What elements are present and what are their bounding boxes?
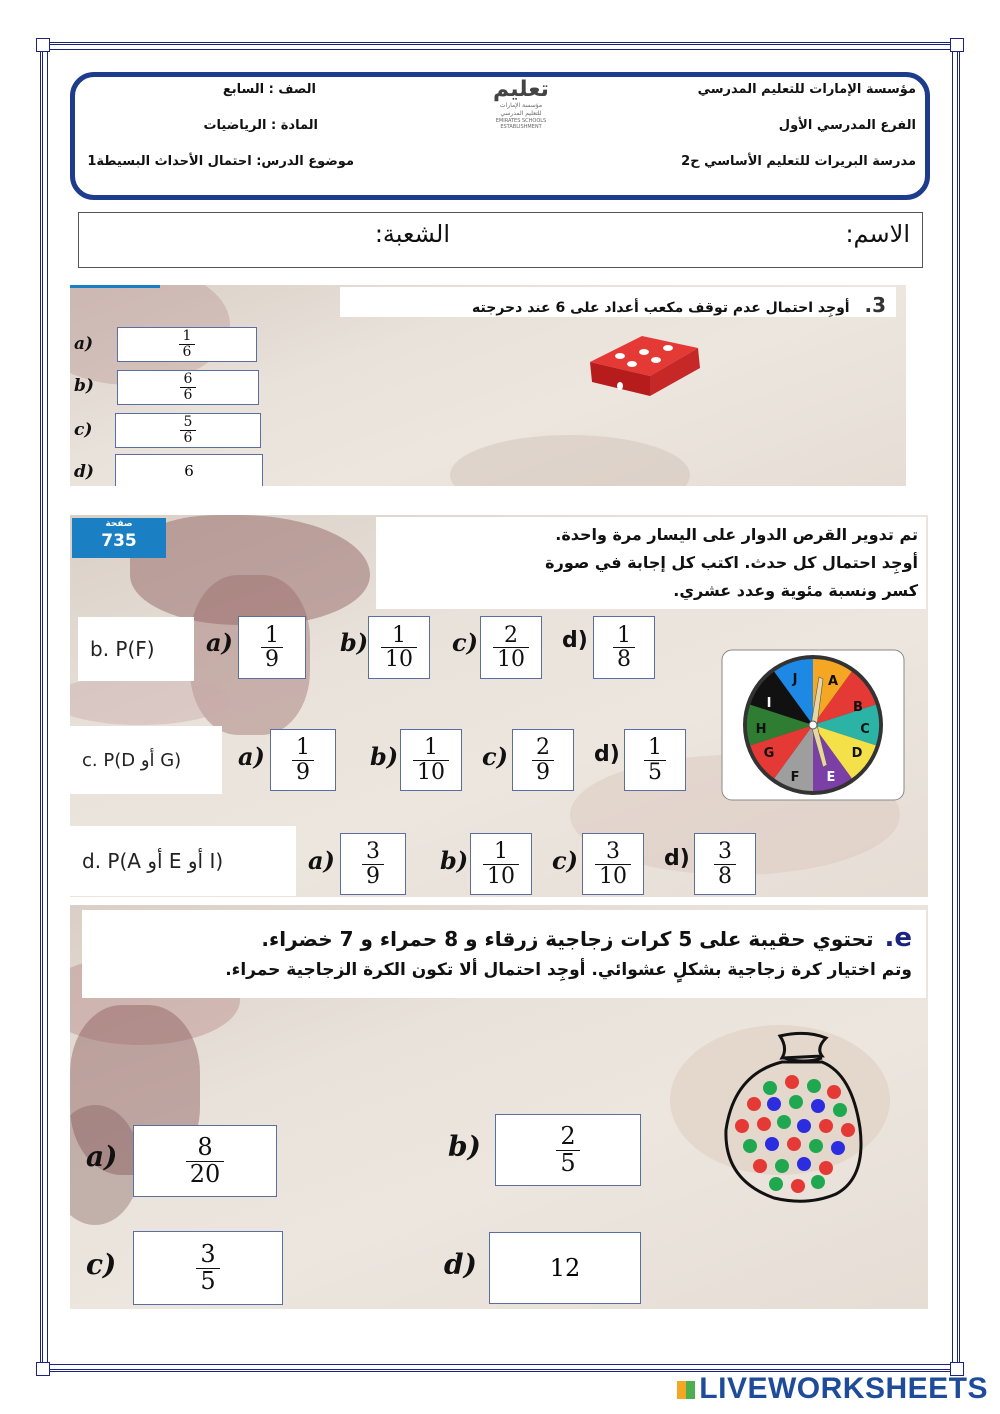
part-d-option-a-box[interactable]: $\frac{3}{9}$ <box>340 833 406 895</box>
question-line-1: تحتوي حقيبة على 5 كرات زجاجية زرقاء و 8 حمراء و 7 خضراء. <box>261 927 874 951</box>
part-b-option-b-box[interactable]: $\frac{1}{10}$ <box>368 616 430 679</box>
spinner-letter: B <box>853 700 863 715</box>
spinner-letter: I <box>766 696 772 711</box>
option-a-label: a) <box>74 334 94 354</box>
question-number: 3. <box>864 293 886 317</box>
option-c-box[interactable]: $\frac{5}{6}$ <box>115 413 261 448</box>
frame-corner <box>36 38 50 52</box>
page-reference-badge: صفحة 735 <box>72 518 166 558</box>
part-b-prompt: b. P(F) <box>78 617 194 681</box>
option-a-label: a) <box>86 1140 118 1173</box>
part-d-option-b-box[interactable]: $\frac{1}{10}$ <box>470 833 532 895</box>
option-b-box[interactable]: $\frac{6}{6}$ <box>117 370 259 405</box>
lesson-title: موضوع الدرس: احتمال الأحداث البسيطة1 <box>87 154 354 169</box>
part-b-option-d-box[interactable]: $\frac{1}{8}$ <box>593 616 655 679</box>
section-label: الشعبة: <box>374 220 450 248</box>
spinner-letter: F <box>790 770 800 785</box>
spinner-letter: A <box>827 674 839 689</box>
spinner-letter: E <box>826 770 836 785</box>
institution-name: مؤسسة الإمارات للتعليم المدرسي <box>697 82 916 97</box>
question-3-prompt <box>340 287 896 317</box>
part-c-option-b-label: b) <box>370 742 399 771</box>
option-d-box[interactable]: 12 <box>489 1232 641 1304</box>
part-c-option-a-label: a) <box>238 742 265 771</box>
spinner-letter: C <box>860 722 870 737</box>
option-d-label: d) <box>74 462 94 482</box>
part-c-option-c-label: c) <box>482 742 508 771</box>
liveworksheets-logo-icon <box>677 1381 695 1399</box>
spinner-letter: J <box>792 672 798 687</box>
part-d-option-d-label: d) <box>664 846 690 871</box>
part-b-option-d-label: d) <box>562 628 588 653</box>
option-b-label: b) <box>74 376 94 396</box>
part-c-prompt: c. P(D أو G) <box>70 726 222 794</box>
branch-name: الفرع المدرسي الأول <box>778 118 916 133</box>
question-text: أوجِد احتمال عدم توقف مكعب أعداد على 6 عند دحرجته <box>472 300 850 316</box>
part-c-option-d-box[interactable]: $\frac{1}{5}$ <box>624 729 686 791</box>
name-section-box <box>78 212 923 268</box>
option-c-label: c) <box>74 420 93 440</box>
spinner-letter: G <box>763 746 775 761</box>
part-d-prompt: d. P(A أو E أو I) <box>70 826 296 896</box>
grade-label: الصف : السابع <box>222 82 316 97</box>
part-d-option-d-box[interactable]: $\frac{3}{8}$ <box>694 833 756 895</box>
marble-bag-illustration <box>718 1030 868 1206</box>
liveworksheets-watermark: LIVEWORKSHEETS <box>677 1372 988 1406</box>
spinner-letter: H <box>755 722 767 737</box>
option-a-box[interactable]: $\frac{8}{20}$ <box>133 1125 277 1197</box>
option-b-label: b) <box>448 1130 481 1163</box>
part-d-option-c-label: c) <box>552 846 578 875</box>
part-c-option-c-box[interactable]: $\frac{2}{9}$ <box>512 729 574 791</box>
school-name: مدرسة البريرات للتعليم الأساسي ح2 <box>681 154 916 169</box>
option-d-label: d) <box>444 1248 477 1281</box>
part-b-option-a-box[interactable]: $\frac{1}{9}$ <box>238 616 306 679</box>
frame-corner <box>36 1362 50 1376</box>
spinner-illustration <box>720 648 906 802</box>
question-letter: e. <box>884 923 912 953</box>
option-c-box[interactable]: $\frac{3}{5}$ <box>133 1231 283 1305</box>
part-b-option-c-label: c) <box>452 628 478 657</box>
option-c-label: c) <box>86 1248 117 1281</box>
dice-illustration <box>580 330 720 400</box>
part-c-option-d-label: d) <box>594 742 620 767</box>
option-b-box[interactable]: $\frac{2}{5}$ <box>495 1114 641 1186</box>
part-c-option-a-box[interactable]: $\frac{1}{9}$ <box>270 729 336 791</box>
part-b-option-a-label: a) <box>206 628 233 657</box>
frame-corner <box>950 38 964 52</box>
question-line-2: وتم اختيار كرة زجاجية بشكلٍ عشوائي. أوجِد احتمال ألا تكون الكرة الزجاجية حمراء. <box>225 960 912 980</box>
school-logo: تعليم مؤسسة الإمارات للتعليم المدرسي EMIRATES SCHOOLS ESTABLISHMENT <box>493 77 549 131</box>
part-b-option-c-box[interactable]: $\frac{2}{10}$ <box>480 616 542 679</box>
part-d-option-a-label: a) <box>308 846 335 875</box>
spinner-question-prompt: تم تدوير القرص الدوار على اليسار مرة واحدة. أوجِد احتمال كل حدث. اكتب كل إجابة في صورة كسر ونسبة مئوية وعدد عشري. <box>376 517 926 609</box>
spinner-letter: D <box>851 746 863 761</box>
option-a-box[interactable]: $\frac{1}{6}$ <box>117 327 257 362</box>
option-d-box[interactable]: 6 <box>115 454 263 486</box>
part-d-option-c-box[interactable]: $\frac{3}{10}$ <box>582 833 644 895</box>
part-d-option-b-label: b) <box>440 846 469 875</box>
name-label: الاسم: <box>845 220 910 248</box>
part-c-option-b-box[interactable]: $\frac{1}{10}$ <box>400 729 462 791</box>
question-e-prompt <box>82 910 926 998</box>
part-b-option-b-label: b) <box>340 628 369 657</box>
subject-label: المادة : الرياضيات <box>203 118 318 133</box>
